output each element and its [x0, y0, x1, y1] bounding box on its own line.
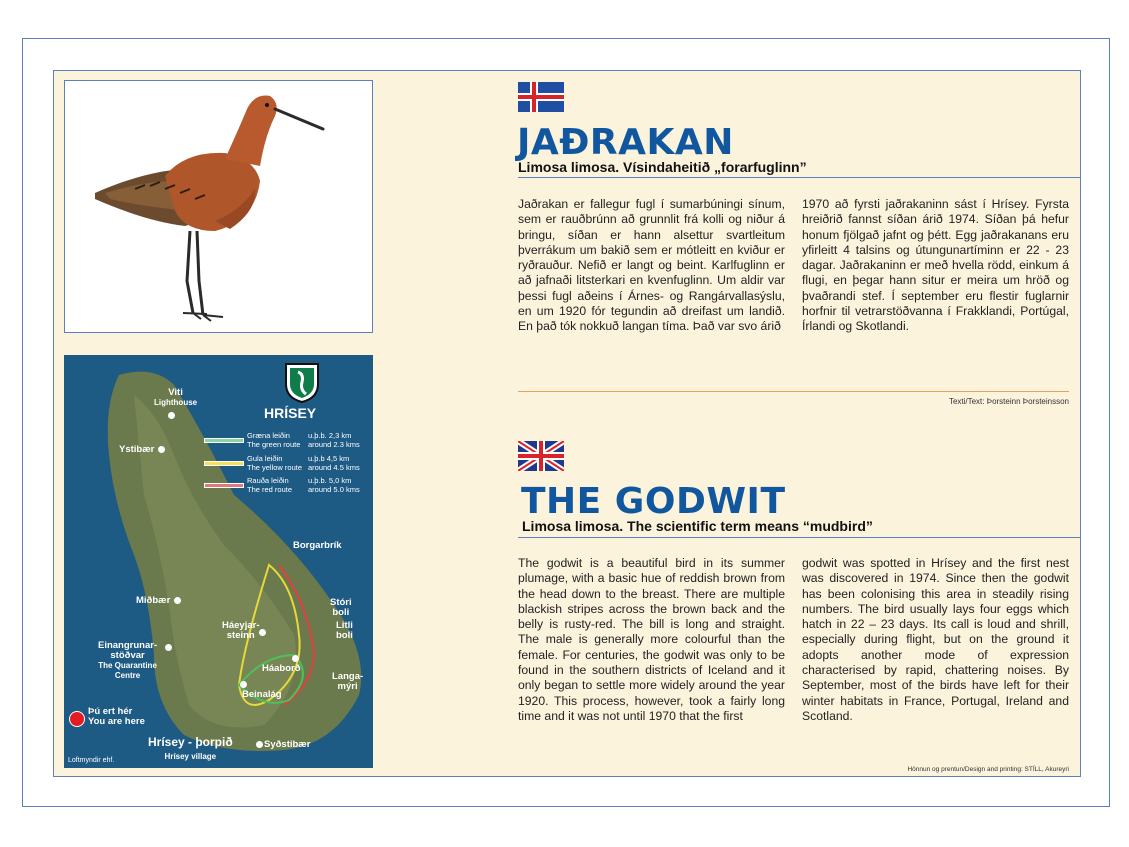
design-credit: Hönnun og prentun/Design and printing: STÍLL, Akureyri [907, 766, 1069, 773]
legend-red-dist: u.þ.b. 5,0 km around 5.0 kms [308, 476, 360, 494]
iceland-flag-icon [518, 82, 564, 112]
icelandic-title: JAÐRAKAN [517, 122, 734, 163]
green-route-swatch [204, 438, 244, 443]
label-quarantine: Einangrunar- stöðvar The Quarantine Centre [98, 640, 158, 680]
photo-credit: Loftmyndir ehf. [68, 757, 115, 764]
ystibaer-marker [158, 446, 165, 453]
haabord-marker [292, 655, 299, 662]
legend-green: Græna leiðin The green route [247, 431, 301, 449]
viti-marker [168, 412, 175, 419]
legend-yellow-dist: u.þ.b 4,5 km around 4.5 kms [308, 454, 360, 472]
label-viti: Viti Lighthouse [154, 387, 198, 407]
icelandic-subtitle: Limosa limosa. Vísindaheitið „forarfuglinn” [518, 159, 807, 175]
bird-illustration-frame [64, 80, 373, 333]
icelandic-text-col1: Jaðrakan er fallegur fugl í sumarbúningi sínum, sem er rauðbrúnn að grunnlit frá kolli og niður á bringu, síðan er hann alsettur svartleitum þverrákum um bakið sem er mótleitt en kviður er ryðrauður. Nefið er langt og beint. Karlfuglinn er að jafnaði litsterkari en kvenfuglinn. Um aldir var þessi fugl aðeins í Árnes- og Rangárvallasýslu, en um 1920 fór tegundin að dreifast um landið. En það tók nokkuð langan tíma. Það var svo árið [518, 197, 785, 334]
label-beinalag: Beinalág [242, 689, 282, 700]
english-text-col2: godwit was spotted in Hrísey and the first nest was discovered in 1974. Since then the godwit has been colonising this area in steadily rising numbers. The bird usually lays four eggs which hatch in 22 – 23 days. Its call is loud and shrill, especially during flight, but on the ground it adopts another mode of expression characterised by rapid, chattering noises. By September, most of the birds have left for their winter habitats in France, Portugal, Ireland and Scotland. [802, 556, 1069, 723]
icelandic-title-rule [518, 177, 1080, 178]
label-haeyjarsteinn: Háeyjar- steinn [222, 620, 260, 641]
label-stori-boli: Stóri boli [330, 597, 352, 618]
label-sydstibaer: Syðstibær [264, 739, 311, 750]
english-title: THE GODWIT [521, 481, 786, 522]
english-text-col1: The godwit is a beautiful bird in its summer plumage, with a basic hue of reddish brown from the head down to the breast. There are multiple blackish stripes across the brown back and the belly is rusty-red. The bill is long and straight. The male is generally more colourful than the female. For centuries, the godwit was only to be found in the southern districts of Iceland and it only began to settle more widely around the year 1920. This process, however, took a fairly long time and it was not until 1970 that the first [518, 556, 785, 723]
quarantine-marker [165, 644, 172, 651]
sydstibaer-marker [256, 741, 263, 748]
red-route-swatch [204, 483, 244, 488]
haeyjarsteinn-marker [259, 629, 266, 636]
text-credit: Texti/Text: Þorsteinn Þorsteinsson [948, 397, 1069, 406]
uk-flag-icon [518, 441, 564, 471]
english-title-rule [518, 537, 1080, 538]
legend-green-dist: u.þ.b. 2,3 km around 2.3 kms [308, 431, 360, 449]
hrisey-map [64, 355, 373, 768]
label-haabord: Háaborð [262, 663, 301, 674]
legend-yellow: Gula leiðin The yellow route [247, 454, 303, 472]
label-borgarbrik: Borgarbrík [293, 540, 342, 551]
label-village: Hrísey - þorpið Hrísey village [148, 735, 233, 761]
label-midbaer: Miðbær [136, 595, 171, 606]
label-langamyri: Langa- mýri [332, 671, 364, 692]
label-you-are-here: Þú ert hér You are here [88, 706, 145, 727]
hrisey-coat-of-arms-icon [284, 362, 320, 404]
label-litli-boli: Litli boli [336, 620, 353, 641]
map-title: HRÍSEY [264, 405, 317, 421]
godwit-illustration [65, 81, 372, 332]
label-ystibaer: Ystibær [119, 444, 155, 455]
midbaer-marker [174, 597, 181, 604]
you-are-here-marker [69, 711, 85, 727]
yellow-route-swatch [204, 461, 244, 466]
english-subtitle: Limosa limosa. The scientific term means “mudbird” [522, 518, 873, 534]
beinalag-marker [240, 681, 247, 688]
section-divider [518, 391, 1069, 392]
legend-red: Rauða leiðin The red route [247, 476, 293, 494]
icelandic-text-col2: 1970 að fyrsti jaðrakaninn sást í Hrísey. Fyrsta hreiðrið fannst síðan árið 1974. Síðan þá hefur honum fjölgað jafnt og þétt. Egg jaðrakanans eru yfirleitt 4 talsins og útungunartíminn er 22 - 23 dagar. Jaðrakaninn er með hvella rödd, einkum á flugi, en þegar hann situr er meira um hröð og þvaðrandi stef. Í september eru flestir fuglarnir horfnir til vetrarstöðvanna í Frakklandi, Portúgal, Írlandi og Skotlandi. [802, 197, 1069, 334]
